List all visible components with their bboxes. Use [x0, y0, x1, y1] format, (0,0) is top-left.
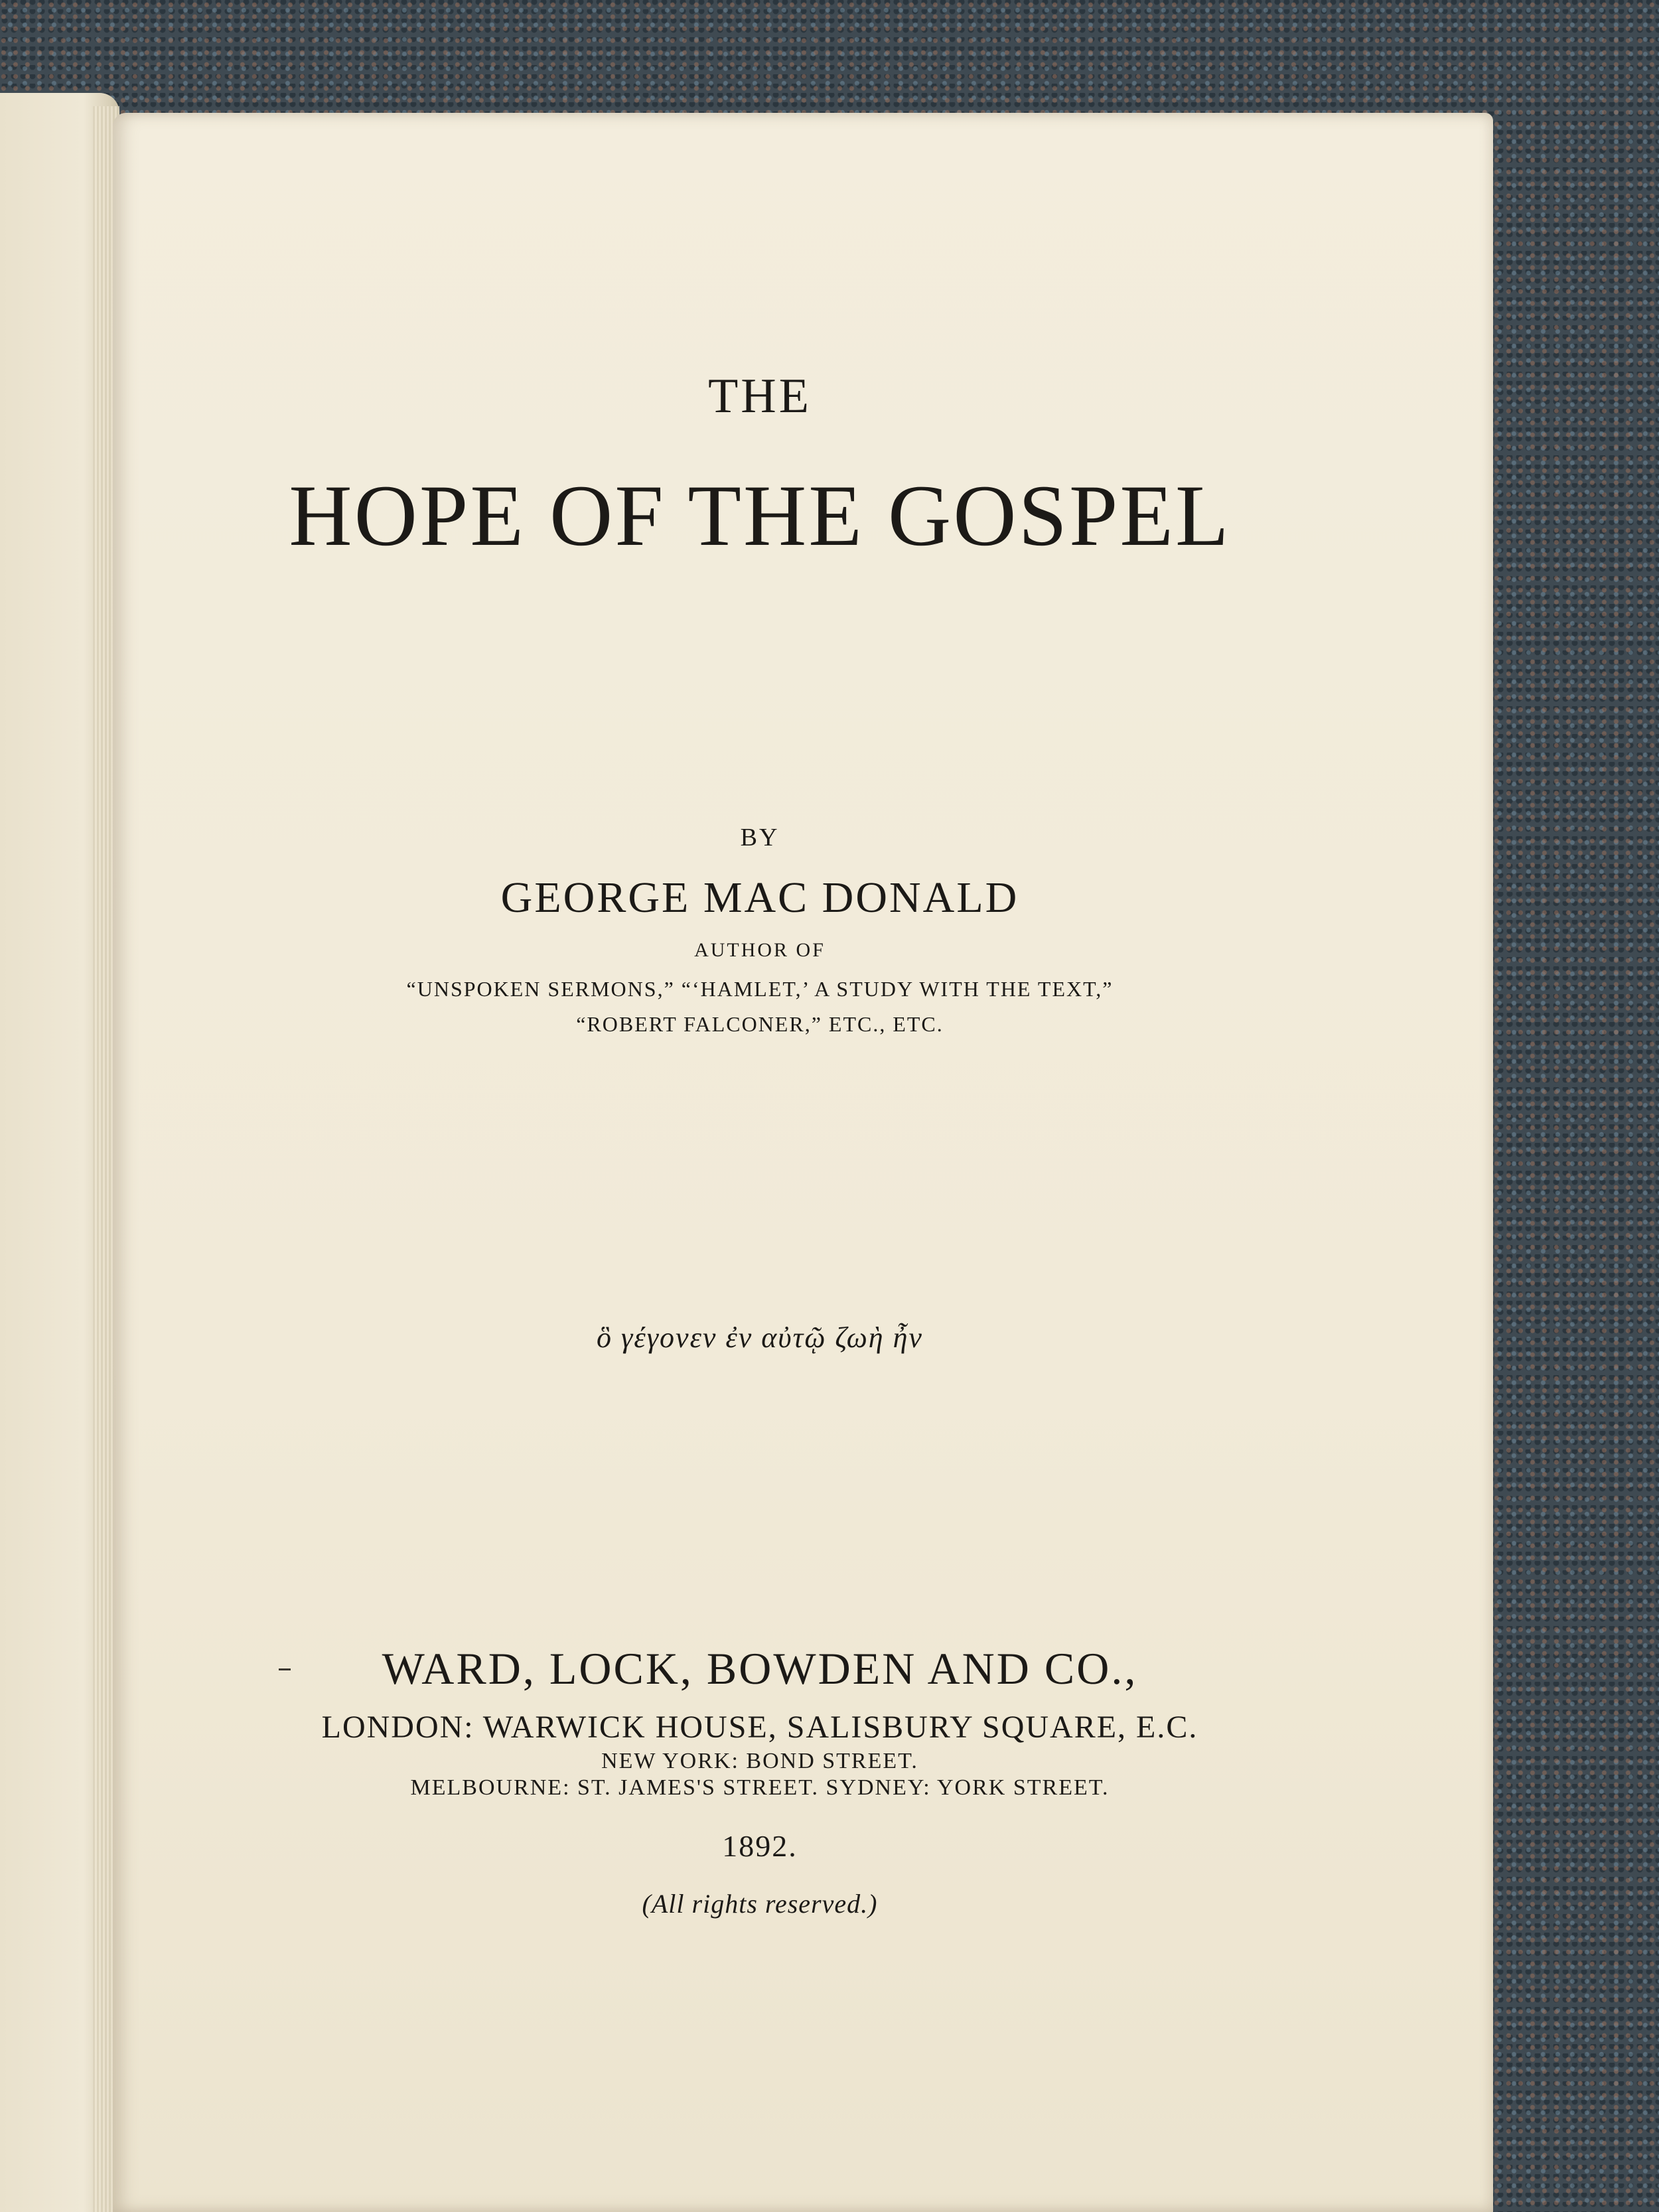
book-title: HOPE OF THE GOSPEL: [289, 467, 1231, 564]
other-works-line-2: “ROBERT FALCONER,” ETC., ETC.: [576, 1012, 944, 1036]
author-name: GEORGE MAC DONALD: [500, 873, 1019, 922]
publication-year: 1892.: [722, 1829, 798, 1863]
address-london: LONDON: WARWICK HOUSE, SALISBURY SQUARE, E.C.: [321, 1710, 1198, 1745]
author-of-label: AUTHOR OF: [694, 939, 826, 961]
address-melbourne-sydney: MELBOURNE: ST. JAMES'S STREET. SYDNEY: YORK STREET.: [410, 1775, 1110, 1800]
address-new-york: NEW YORK: BOND STREET.: [601, 1749, 918, 1773]
publisher-name: WARD, LOCK, BOWDEN AND CO.,: [382, 1643, 1138, 1694]
greek-motto: ὃ γέγονεν ἐν αὐτῷ ζωὴ ἦν: [597, 1321, 923, 1354]
other-works-line-1: “UNSPOKEN SERMONS,” “‘HAMLET,’ A STUDY WITH THE TEXT,”: [406, 977, 1114, 1001]
by-label: BY: [740, 824, 780, 851]
rights-notice: (All rights reserved.): [642, 1889, 878, 1919]
pre-title: THE: [708, 369, 812, 423]
